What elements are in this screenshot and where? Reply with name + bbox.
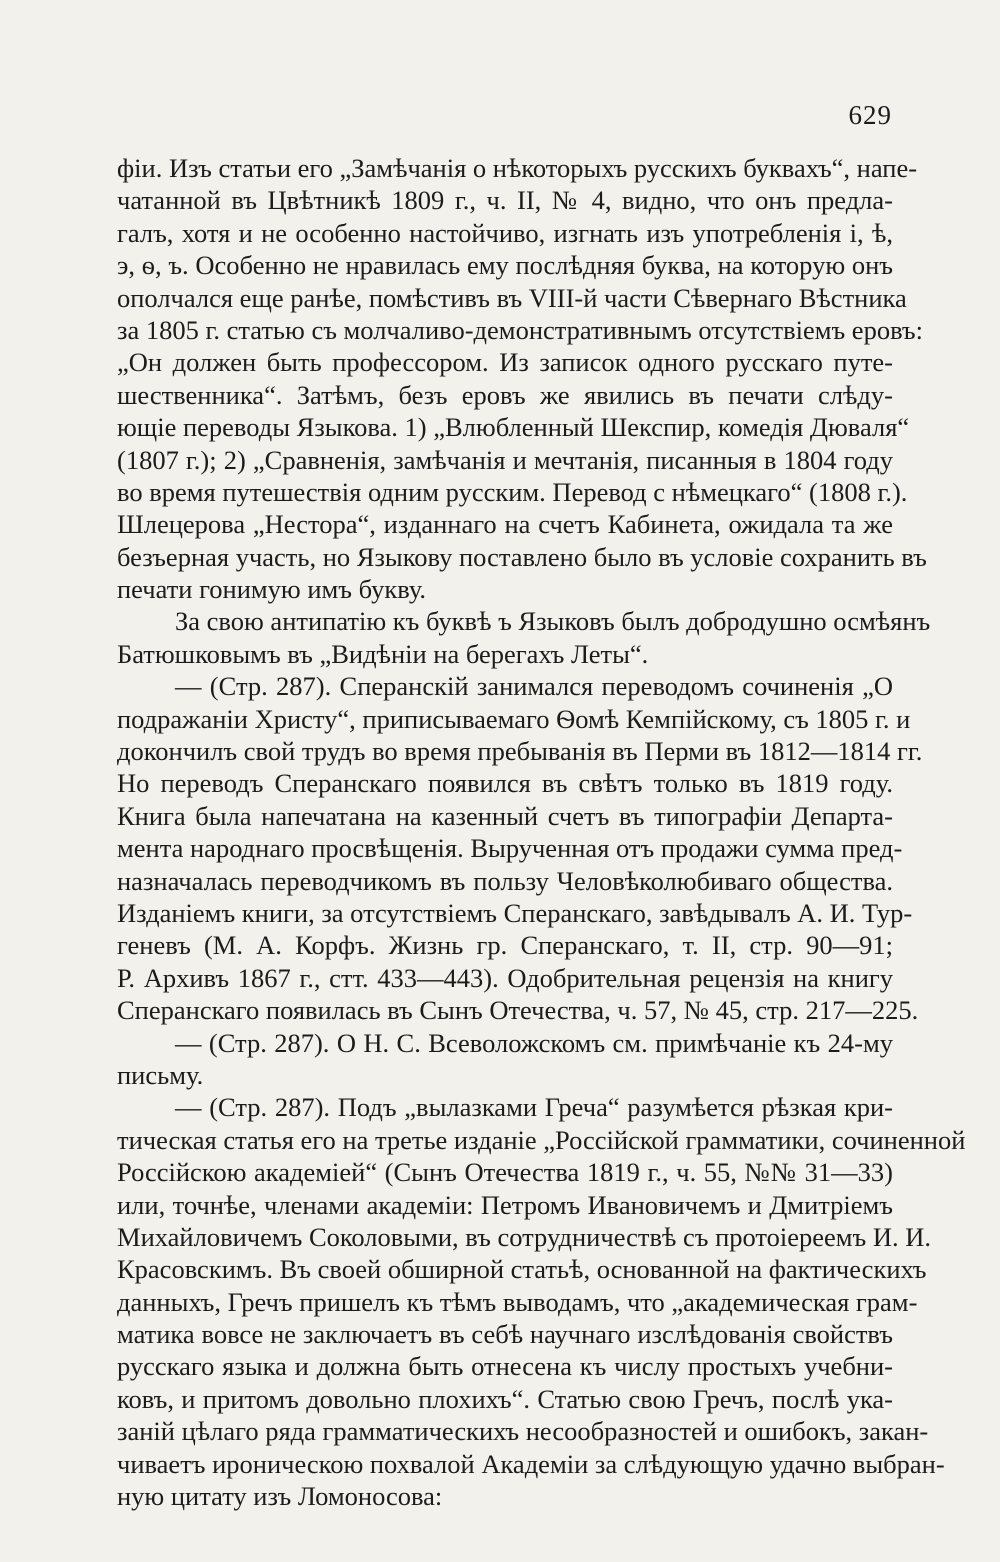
text-line: за 1805 г. статью съ молчаливо-демонстративнымъ отсутствіемъ еровъ: xyxy=(117,314,923,345)
text-line: ополчался еще ранѣе, помѣстивъ въ VIII-й части Сѣвернаго Вѣстника xyxy=(117,282,907,313)
text-line: Но переводъ Сперанскаго появился въ свѣтъ только въ 1819 году. xyxy=(117,768,893,799)
text-line: Россійскою академіей“ (Сынъ Отечества 1819 г., ч. 55, №№ 31—33) xyxy=(117,1157,893,1188)
text-line: геневъ (М. А. Корфъ. Жизнь гр. Сперанскаго, т. II, стр. 90—91; xyxy=(117,930,893,961)
text-line: письму. xyxy=(117,1059,204,1090)
text-line: Сперанскаго появилась въ Сынъ Отечества, ч. 57, № 45, стр. 217—225. xyxy=(117,995,919,1026)
text-line: ковъ, и притомъ довольно плохихъ“. Статью свою Гречъ, послѣ ука- xyxy=(117,1383,893,1414)
text-line: — (Стр. 287). О Н. С. Всеволожскомъ см. примѣчаніе къ 24-му xyxy=(175,1027,893,1058)
text-line: — (Стр. 287). Подъ „вылазками Греча“ разумѣется рѣзкая кри- xyxy=(175,1092,893,1123)
text-line: назначалась переводчикомъ въ пользу Человѣколюбиваго общества. xyxy=(117,865,893,896)
text-line: докончилъ свой трудъ во время пребыванія въ Перми въ 1812—1814 гг. xyxy=(117,736,923,767)
text-line: ную цитату изъ Ломоносова: xyxy=(117,1481,443,1512)
text-line: Книга была напечатана на казенный счетъ въ типографіи Департа- xyxy=(117,800,893,831)
text-line: во время путешествія одним русским. Перевод с нѣмецкаго“ (1808 г.). xyxy=(117,476,908,507)
text-line: ющіе переводы Языкова. 1) „Влюбленный Шекспир, комедія Дюваля“ xyxy=(117,412,910,443)
text-line: подражаніи Христу“, приписываемаго Ѳомѣ Кемпійскому, съ 1805 г. и xyxy=(117,703,911,734)
text-line: Шлецерова „Нестора“, изданнаго на счетъ Кабинета, ожидала та же xyxy=(117,509,893,540)
text-line: Михайловичемъ Соколовыми, въ сотрудничествѣ съ протоіереемъ И. И. xyxy=(117,1221,932,1252)
text-line: матика вовсе не заключаетъ въ себѣ научнаго изслѣдованія свойствъ xyxy=(117,1319,893,1350)
text-line: (1807 г.); 2) „Сравненія, замѣчанія и мечтанія, писанныя в 1804 году xyxy=(117,444,893,475)
text-line: э, ѳ, ъ. Особенно не нравилась ему послѣдняя буква, на которую онъ xyxy=(117,250,893,281)
page-number: 629 xyxy=(848,100,892,130)
text-line: фіи. Изъ статьи его „Замѣчанія о нѣкоторыхъ русскихъ буквахъ“, напе- xyxy=(117,153,918,183)
text-line: — (Стр. 287). Сперанскій занимался переводомъ сочиненія „О xyxy=(175,671,893,702)
text-line: галъ, хотя и не особенно настойчиво, изгнать изъ употребленія i, ѣ, xyxy=(117,217,893,248)
text-line: Красовскимъ. Въ своей обширной статьѣ, основанной на фактическихъ xyxy=(117,1254,927,1285)
text-line: Изданіемъ книги, за отсутствіемъ Сперанскаго, завѣдывалъ А. И. Тур- xyxy=(117,897,913,928)
text-line: чиваетъ ироническою похвалой Академіи за слѣдующую удачно выбран- xyxy=(117,1448,945,1479)
text-line: или, точнѣе, членами академіи: Петромъ Ивановичемъ и Дмитріемъ xyxy=(117,1189,893,1220)
text-line: шественника“. Затѣмъ, безъ еровъ же явились въ печати слѣду- xyxy=(117,379,893,410)
text-line: Р. Архивъ 1867 г., стт. 433—443). Одобрительная рецензія на книгу xyxy=(117,962,893,993)
body-text xyxy=(117,152,966,1512)
text-line: чатанной въ Цвѣтникѣ 1809 г., ч. II, № 4, видно, что онъ предла- xyxy=(117,185,893,216)
text-line: Батюшковымъ въ „Видѣніи на берегахъ Леты“. xyxy=(117,638,649,669)
text-line: тическая статья его на третье изданіе „Россійской грамматики, сочиненной xyxy=(117,1124,966,1155)
text-line: „Он должен быть профессором. Из записок одного русскаго путе- xyxy=(117,347,893,378)
text-line: печати гонимую имъ букву. xyxy=(117,574,427,605)
text-line: данныхъ, Гречъ пришелъ къ тѣмъ выводамъ, что „академическая грам- xyxy=(117,1286,918,1317)
text-line: За свою антипатію къ буквѣ ъ Языковъ былъ добродушно осмѣянъ xyxy=(175,606,931,637)
text-line: мента народнаго просвѣщенія. Вырученная отъ продажи сумма пред- xyxy=(117,833,903,864)
text-line: русскаго языка и должна быть отнесена къ числу простыхъ учебни- xyxy=(117,1351,893,1382)
text-line: заній цѣлаго ряда грамматическихъ несообразностей и ошибокъ, закан- xyxy=(117,1416,929,1447)
text-line: безъерная участь, но Языкову поставлено было въ условіе сохранить въ xyxy=(117,541,927,572)
